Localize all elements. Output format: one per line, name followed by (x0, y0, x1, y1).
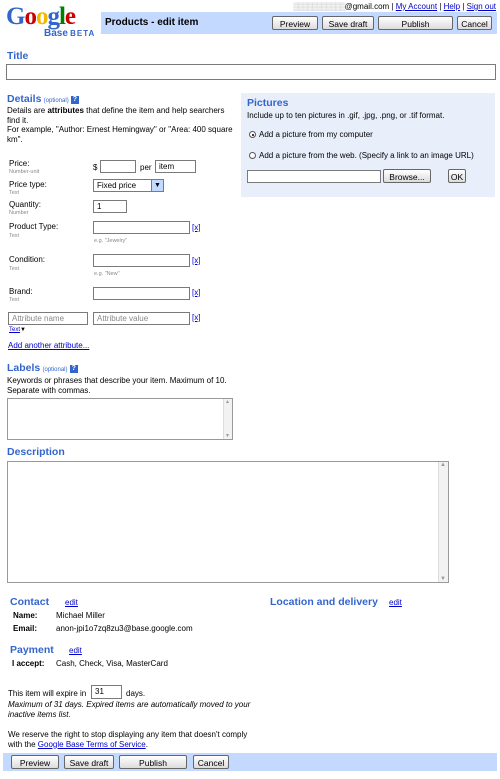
details-description: Details are attributes that define the item and help searchers find it. For example, "Author: Ernest Hemingway" or "Area: 400 square km". (7, 106, 233, 144)
chevron-down-icon[interactable]: ▼ (151, 180, 163, 191)
cancel-button[interactable]: Cancel (457, 16, 492, 30)
attribute-value-input[interactable]: Attribute value (93, 312, 190, 325)
product-type-remove[interactable]: [x] (192, 223, 201, 232)
add-attribute-link[interactable]: Add another attribute... (8, 341, 90, 350)
details-help-icon[interactable]: ? (72, 95, 78, 103)
product-type-hint: e.g. "Jewelry" (94, 238, 128, 244)
contact-edit-link[interactable]: edit (65, 598, 78, 607)
quantity-label: Quantity: (9, 200, 42, 209)
browse-button[interactable]: Browse... (383, 169, 431, 183)
per-label: per (140, 163, 152, 172)
price-sub: Number-unit (9, 169, 40, 175)
preview-button[interactable]: Preview (272, 16, 318, 30)
condition-label: Condition: (9, 255, 46, 264)
triangle-down-icon: ▼ (20, 327, 26, 333)
terms-text: We reserve the right to stop displaying any item that doesn't comply with the Google Base Terms of Service. (8, 730, 248, 749)
scroll-down-icon[interactable]: ▼ (440, 576, 446, 582)
labels-textarea[interactable] (7, 398, 233, 440)
logo-base: Base (44, 28, 68, 39)
product-type-label: Product Type: (9, 222, 59, 231)
description-textarea[interactable] (7, 461, 449, 583)
radio-web-label: Add a picture from the web. (Specify a link to an image URL) (259, 151, 474, 160)
location-edit-link[interactable]: edit (389, 598, 402, 607)
pictures-description: Include up to ten pictures in .gif, .jpg, .png, or .tif format. (247, 111, 445, 120)
title-heading: Title (7, 50, 29, 62)
contact-email-label: Email: (13, 624, 38, 633)
my-account-link[interactable]: My Account (395, 2, 438, 11)
ok-button[interactable]: OK (448, 169, 466, 183)
condition-sub: Text (9, 266, 20, 272)
publish-button[interactable]: Publish (378, 16, 453, 30)
price-type-label: Price type: (9, 180, 47, 189)
price-type-sub: Text (9, 190, 20, 196)
price-label: Price: (9, 159, 30, 168)
price-input[interactable] (100, 160, 136, 173)
redacted-username: ▒▒▒▒▒▒▒▒▒▒▒ (293, 2, 345, 11)
footer-preview-button[interactable]: Preview (11, 755, 59, 769)
brand-sub: Text (9, 297, 20, 303)
sign-out-link[interactable]: Sign out (466, 2, 496, 11)
payment-heading: Payment (10, 644, 54, 656)
labels-help-icon[interactable]: ? (71, 364, 76, 372)
logo-beta: BETA (70, 29, 96, 38)
scroll-down-icon[interactable]: ▼ (225, 433, 230, 439)
product-type-sub: Text (9, 233, 20, 239)
price-type-select[interactable]: Fixed price ▼ (93, 179, 164, 192)
scrollbar[interactable] (223, 399, 232, 439)
attribute-type-dropdown[interactable]: Text▼ (9, 327, 26, 333)
picture-file-input[interactable] (247, 170, 381, 183)
location-heading: Location and delivery (270, 596, 378, 608)
logo[interactable] (6, 4, 101, 44)
scrollbar[interactable] (438, 462, 448, 582)
logo-google: Google (6, 3, 76, 30)
footer-save-draft-button[interactable]: Save draft (64, 755, 114, 769)
contact-email: anon-jpi1o7zq8zu3@base.google.com (56, 624, 193, 633)
product-type-input[interactable] (93, 221, 190, 234)
radio-computer-label: Add a picture from my computer (259, 130, 373, 139)
page-title: Products - edit item (105, 17, 199, 28)
attribute-remove[interactable]: [x] (192, 313, 201, 322)
payment-accept: Cash, Check, Visa, MasterCard (56, 659, 168, 668)
details-heading: Details (optional) ? (7, 93, 78, 105)
description-heading: Description (7, 446, 65, 458)
quantity-sub: Number (9, 210, 29, 216)
currency-symbol: $ (93, 163, 98, 172)
save-draft-button[interactable]: Save draft (322, 16, 374, 30)
expire-pre: This item will expire in (8, 689, 87, 698)
expire-note: Maximum of 31 days. Expired items are automatically moved to your inactive items list. (8, 700, 251, 719)
radio-computer[interactable] (249, 131, 256, 138)
footer-publish-button[interactable]: Publish (119, 755, 187, 769)
title-input[interactable] (6, 64, 496, 80)
pictures-heading: Pictures (247, 97, 289, 109)
scroll-up-icon[interactable]: ▲ (225, 399, 230, 405)
condition-input[interactable] (93, 254, 190, 267)
contact-heading: Contact (10, 596, 50, 608)
payment-edit-link[interactable]: edit (69, 646, 82, 655)
account-email: @gmail.com (344, 2, 390, 11)
condition-remove[interactable]: [x] (192, 256, 201, 265)
brand-label: Brand: (9, 287, 33, 296)
quantity-input[interactable]: 1 (93, 200, 127, 213)
terms-link[interactable]: Google Base Terms of Service (37, 739, 146, 749)
labels-description: Keywords or phrases that describe your item. Maximum of 10. Separate with commas. (7, 376, 227, 395)
scroll-up-icon[interactable]: ▲ (440, 462, 446, 468)
top-nav: ▒▒▒▒▒▒▒▒▒▒▒@gmail.com | My Account | Help | Sign out (293, 2, 496, 11)
help-link[interactable]: Help (443, 2, 461, 11)
price-unit-input[interactable]: item (155, 160, 196, 173)
brand-remove[interactable]: [x] (192, 288, 201, 297)
expire-days-input[interactable]: 31 (91, 685, 122, 699)
condition-hint: e.g. "New" (94, 271, 120, 277)
footer-cancel-button[interactable]: Cancel (193, 755, 229, 769)
radio-web[interactable] (249, 152, 256, 159)
attribute-name-input[interactable]: Attribute name (8, 312, 88, 325)
brand-input[interactable] (93, 287, 190, 300)
contact-name: Michael Miller (56, 611, 105, 620)
expire-post: days. (126, 689, 146, 698)
payment-accept-label: I accept: (12, 659, 45, 668)
labels-heading: Labels (optional) ? (7, 362, 76, 374)
contact-name-label: Name: (13, 611, 38, 620)
